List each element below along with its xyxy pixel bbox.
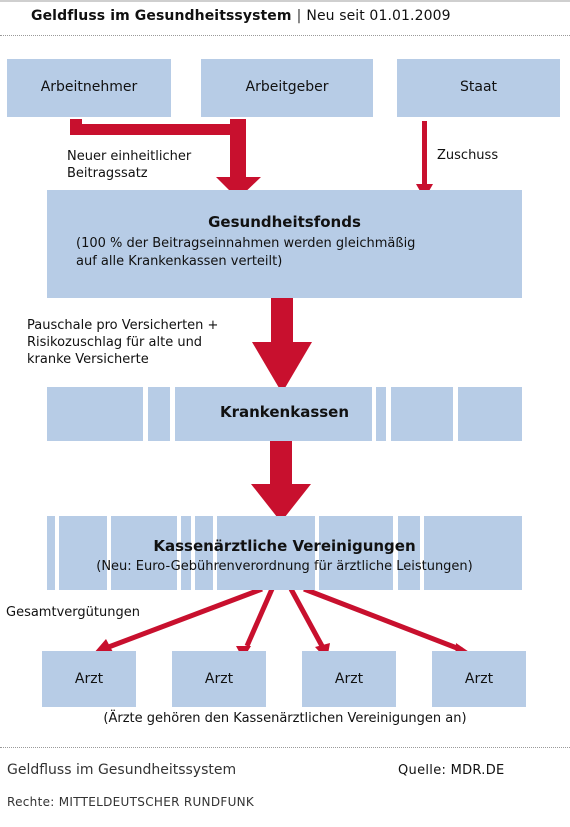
contribution-label bbox=[67, 148, 191, 182]
footer-rights: Rechte: MITTELDEUTSCHER RUNDFUNK bbox=[7, 795, 255, 809]
insurers-title: Krankenkassen bbox=[219, 403, 350, 421]
subsidy-label: Zuschuss bbox=[437, 148, 499, 163]
kv-to-doctor-3-line bbox=[291, 589, 322, 646]
lump-sum-label bbox=[27, 317, 218, 368]
doctor-box bbox=[42, 651, 136, 707]
doctor-label: Arzt bbox=[334, 671, 364, 687]
health-fund-box bbox=[47, 190, 522, 298]
kv-to-doctor-2-line bbox=[247, 589, 272, 646]
payer-box-state bbox=[397, 59, 560, 117]
fund-to-insurers-shaft bbox=[271, 298, 293, 344]
lump-sum-line3: kranke Versicherte bbox=[27, 352, 149, 367]
associations-title: Kassenärztliche Vereinigungen bbox=[153, 537, 416, 555]
payer-label-employee: Arbeitnehmer bbox=[40, 79, 138, 95]
payer-box-employer bbox=[201, 59, 373, 117]
title-text: Geldfluss im Gesundheitssystem bbox=[31, 8, 292, 24]
footer-source: Quelle: MDR.DE bbox=[398, 763, 505, 778]
bracket-horizontal bbox=[70, 124, 246, 135]
doctor-box bbox=[432, 651, 526, 707]
fund-to-insurers-head bbox=[252, 342, 312, 393]
total-remuneration-label: Gesamtvergütungen bbox=[6, 605, 140, 620]
footer-caption: Geldfluss im Gesundheitssystem bbox=[7, 762, 237, 778]
lump-sum-line1: Pauschale pro Versicherten + bbox=[27, 318, 219, 333]
lump-sum-line2: Risikozuschlag für alte und bbox=[27, 335, 203, 350]
contribution-label-line1: Neuer einheitlicher bbox=[67, 149, 192, 164]
associations-desc: (Neu: Euro-Gebührenverordnung für ärztliche Leistungen) bbox=[96, 559, 473, 574]
health-fund-title: Gesundheitsfonds bbox=[208, 213, 361, 231]
payer-label-state: Staat bbox=[459, 79, 498, 95]
title-separator: | bbox=[296, 8, 302, 24]
doctor-box bbox=[172, 651, 266, 707]
title-subtitle: Neu seit 01.01.2009 bbox=[306, 8, 451, 24]
doctors-note: (Ärzte gehören den Kassenärztlichen Vereinigungen an) bbox=[103, 711, 467, 726]
health-fund-desc-line1: (100 % der Beitragseinnahmen werden gleichmäßig bbox=[76, 236, 416, 251]
subsidy-arrow-shaft bbox=[422, 121, 427, 185]
doctor-box bbox=[302, 651, 396, 707]
contribution-label-line2: Beitragssatz bbox=[67, 166, 148, 181]
insurers-to-kv-shaft bbox=[270, 437, 292, 486]
payer-label-employer: Arbeitgeber bbox=[245, 79, 329, 95]
bracket-right-stem bbox=[230, 119, 246, 179]
kv-to-doctor-4-line bbox=[304, 589, 462, 650]
footer-divider bbox=[0, 747, 570, 748]
doctor-label: Arzt bbox=[464, 671, 494, 687]
payer-box-employee bbox=[7, 59, 171, 117]
health-fund-desc bbox=[76, 235, 415, 271]
health-fund-desc-line2: auf alle Krankenkassen verteilt) bbox=[76, 254, 283, 269]
doctor-label: Arzt bbox=[74, 671, 104, 687]
doctor-label: Arzt bbox=[204, 671, 234, 687]
